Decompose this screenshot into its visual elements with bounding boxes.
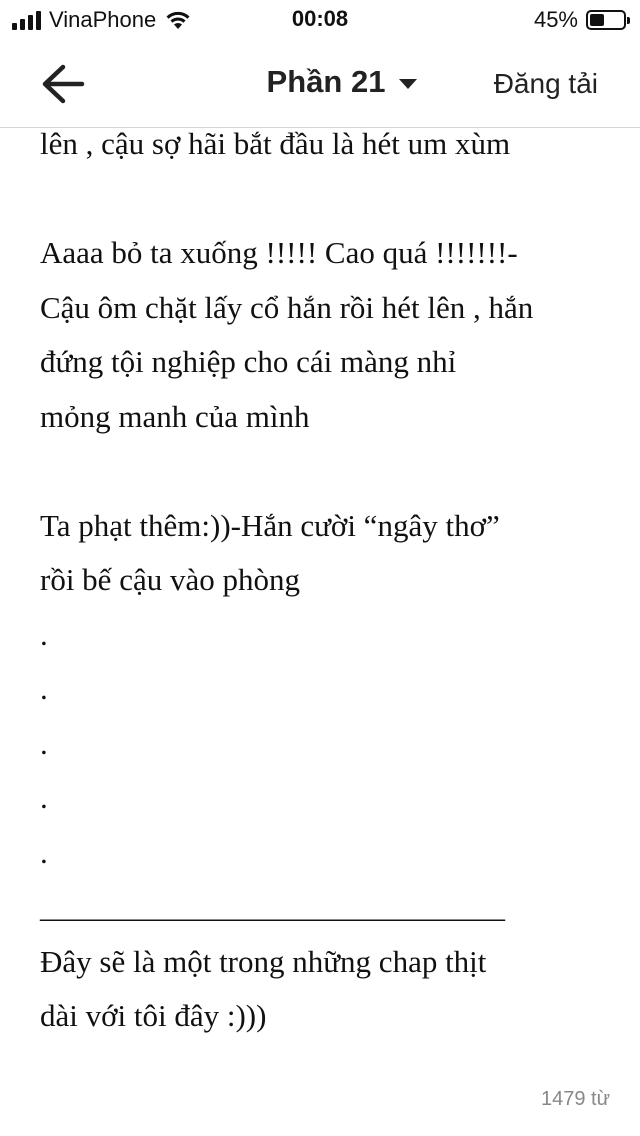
battery-percent: 45% xyxy=(533,7,578,32)
text-line: dài với tôi đây :))) xyxy=(40,998,267,1033)
text-line: Đây sẽ là một trong những chap thịt xyxy=(40,943,487,979)
text-line: mỏng manh của mình xyxy=(40,398,310,434)
battery-fill xyxy=(590,14,604,26)
dot-line: . xyxy=(40,780,48,815)
status-time: 00:08 xyxy=(291,6,349,31)
blank-line xyxy=(40,172,600,227)
dot-line: . xyxy=(40,725,48,761)
carrier-name: VinaPhone xyxy=(49,7,157,32)
page-title: Phần 21 xyxy=(266,64,386,99)
text-line: Ta phạt thêm:))-Hắn cười “ngây thơ” xyxy=(40,507,500,543)
text-line: đứng tội nghiệp cho cái màng nhỉ xyxy=(40,344,457,379)
reader-header xyxy=(0,40,640,128)
upload-button[interactable]: Đăng tải xyxy=(493,68,598,99)
blank-line xyxy=(40,444,600,499)
text-line: ______________________________ xyxy=(40,889,505,924)
story-content xyxy=(40,117,600,1044)
battery-tip xyxy=(627,17,630,24)
text-line: lên , cậu sợ hãi bắt đầu là hét um xùm xyxy=(40,126,511,161)
dot-line: . xyxy=(40,671,48,706)
text-line: Aaaa bỏ ta xuống !!!!! Cao quá !!!!!!!- xyxy=(40,235,518,270)
text-line: rồi bế cậu vào phòng xyxy=(40,562,300,597)
dot-line: . xyxy=(40,616,48,652)
word-count: 1479 từ xyxy=(541,1088,610,1110)
status-right xyxy=(534,6,626,34)
dot-line: . xyxy=(40,834,48,870)
battery-icon xyxy=(586,10,626,30)
text-line: Cậu ôm chặt lấy cổ hắn rồi hét lên , hắn xyxy=(40,289,534,325)
status-bar xyxy=(0,0,640,40)
caret-down-icon xyxy=(399,79,417,89)
